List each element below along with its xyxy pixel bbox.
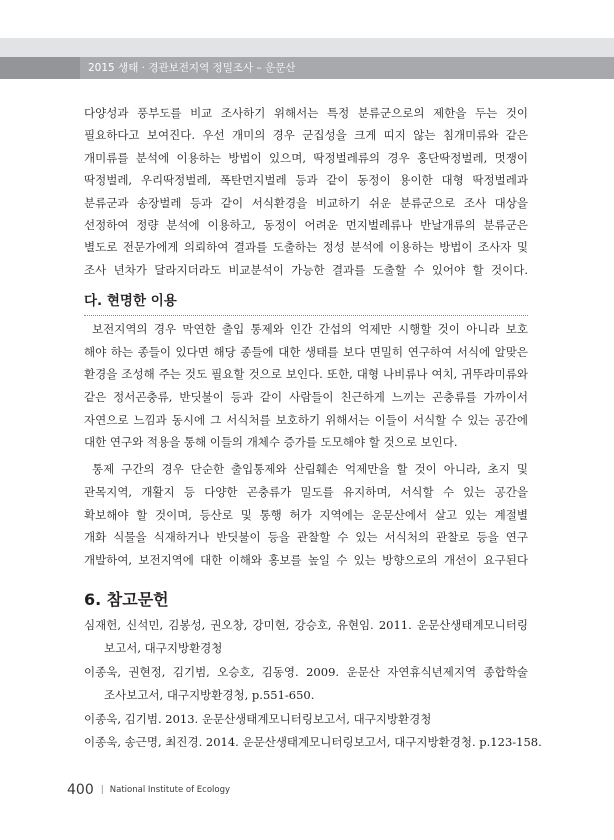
reference-line: 보고서, 대구지방환경청 bbox=[104, 641, 223, 655]
footer-separator: | bbox=[100, 785, 104, 795]
header-band-block bbox=[0, 57, 80, 79]
body-text-line: 같은 정서곤충류, 반딧불이 등과 같이 사람들이 친근하게 느끼는 곤충류를 가까이서 bbox=[84, 390, 528, 405]
body-text-line: 환경을 조성해 주는 것도 필요할 것으로 보인다. 또한, 대형 나비류나 여치, 귀뚜라미류와 bbox=[84, 367, 528, 382]
body-text-line: 통제 구간의 경우 단순한 출입통제와 산림훼손 억제만을 할 것이 아니라, 초지 및 bbox=[92, 462, 528, 476]
body-text-line: 조사 년차가 달라지더라도 비교분석이 가능한 결과를 도출할 수 있어야 할 것이다. bbox=[84, 262, 528, 277]
paragraph bbox=[84, 318, 528, 454]
header-band-light bbox=[0, 38, 614, 57]
running-header-title: 2015 생태 · 경관보전지역 정밀조사 – 운문산 bbox=[88, 62, 296, 74]
reference-entry bbox=[84, 708, 528, 732]
page-number: 400 bbox=[67, 782, 94, 798]
intro-paragraph bbox=[84, 102, 528, 281]
reference-line: 이종욱, 송근명, 최진경. 2014. 운문산생태계모니터링보고서, 대구지방환경청. p.123-158. bbox=[84, 735, 542, 749]
page-footer bbox=[67, 780, 230, 800]
reference-line: 조사보고서, 대구지방환경청, p.551-650. bbox=[104, 688, 315, 702]
body-text-line: 해야 하는 종들이 있다면 해당 종들에 대한 생태를 보다 면밀히 연구하여 서식에 알맞은 bbox=[84, 344, 528, 359]
reference-entry bbox=[84, 731, 542, 755]
body-text-line: 관목지역, 개활지 등 다양한 곤충류가 밀도를 유지하며, 서식할 수 있는 공간을 bbox=[84, 484, 528, 499]
reference-line: 이종욱, 권현정, 김기범, 오승호, 김동영. 2009. 운문산 자연휴식년제지역 종합학술 bbox=[84, 664, 528, 679]
publisher-name: National Institute of Ecology bbox=[109, 785, 231, 795]
body-text-line: 개미류를 분석에 이용하는 방법이 있으며, 딱정벌레류의 경우 홍단딱정벌레, 멋쟁이 bbox=[84, 150, 528, 165]
reference-entry bbox=[84, 661, 528, 708]
body-text-line: 다양성과 풍부도를 비교 조사하기 위해서는 특정 분류군으로의 제한을 두는 것이 bbox=[84, 106, 528, 120]
body-text-line: 선정하여 정량 분석에 이용하고, 동정이 어려운 먼지벌레류나 반날개류의 분류군은 bbox=[84, 217, 528, 232]
references-list bbox=[84, 614, 542, 755]
reference-line: 이종욱, 김기범. 2013. 운문산생태계모니터링보고서, 대구지방환경청 bbox=[84, 711, 432, 726]
body-text-line: 분류군과 송장벌레 등과 같이 서식환경을 비교하기 쉬운 분류군으로 조사 대상을 bbox=[84, 195, 528, 210]
body-text-line: 딱정벌레, 우리딱정벌레, 폭탄먼지벌레 등과 같이 동정이 용이한 대형 딱정벌레과 bbox=[84, 173, 528, 188]
body-text-line: 필요하다고 보여진다. 우선 개미의 경우 군집성을 크게 띠지 않는 침개미류와 같은 bbox=[84, 128, 528, 143]
section-heading: 다. 현명한 이용 bbox=[84, 290, 528, 316]
body-text-line: 개화 식물을 식재하거나 반딧불이 등을 관찰할 수 있는 서식처의 관찰로 등을 연구 bbox=[84, 530, 528, 545]
body-text-line: 별도로 전문가에게 의뢰하여 결과를 도출하는 정성 분석에 이용하는 방법이 조사자 및 bbox=[84, 240, 528, 255]
reference-line: 심재헌, 신석민, 김봉성, 권오창, 강미현, 강승호, 유현임. 2011. 운문산생태계모니터링 bbox=[84, 617, 528, 632]
references-heading: 6. 참고문헌 bbox=[84, 590, 169, 609]
reference-entry bbox=[84, 614, 528, 661]
body-text-line: 확보해야 할 것이며, 등산로 및 통행 허가 지역에는 운문산에서 살고 있는 계절별 bbox=[84, 507, 528, 522]
body-text-line: 자연으로 느낌과 동시에 그 서식처를 보호하기 위해서는 이들이 서식할 수 있는 공간에 bbox=[84, 412, 528, 427]
body-text-line: 개발하여, 보전지역에 대한 이해와 홍보를 높일 수 있는 방향으로의 개선이 요구된다 bbox=[84, 553, 528, 568]
body-text-line: 대한 연구와 적용을 통해 이들의 개체수 증가를 도모해야 할 것으로 보인다. bbox=[84, 435, 458, 450]
paragraph bbox=[84, 458, 528, 572]
body-text-line: 보전지역의 경우 막연한 출입 통제와 인간 간섭의 억제만 시행할 것이 아니라 보호 bbox=[92, 322, 528, 336]
